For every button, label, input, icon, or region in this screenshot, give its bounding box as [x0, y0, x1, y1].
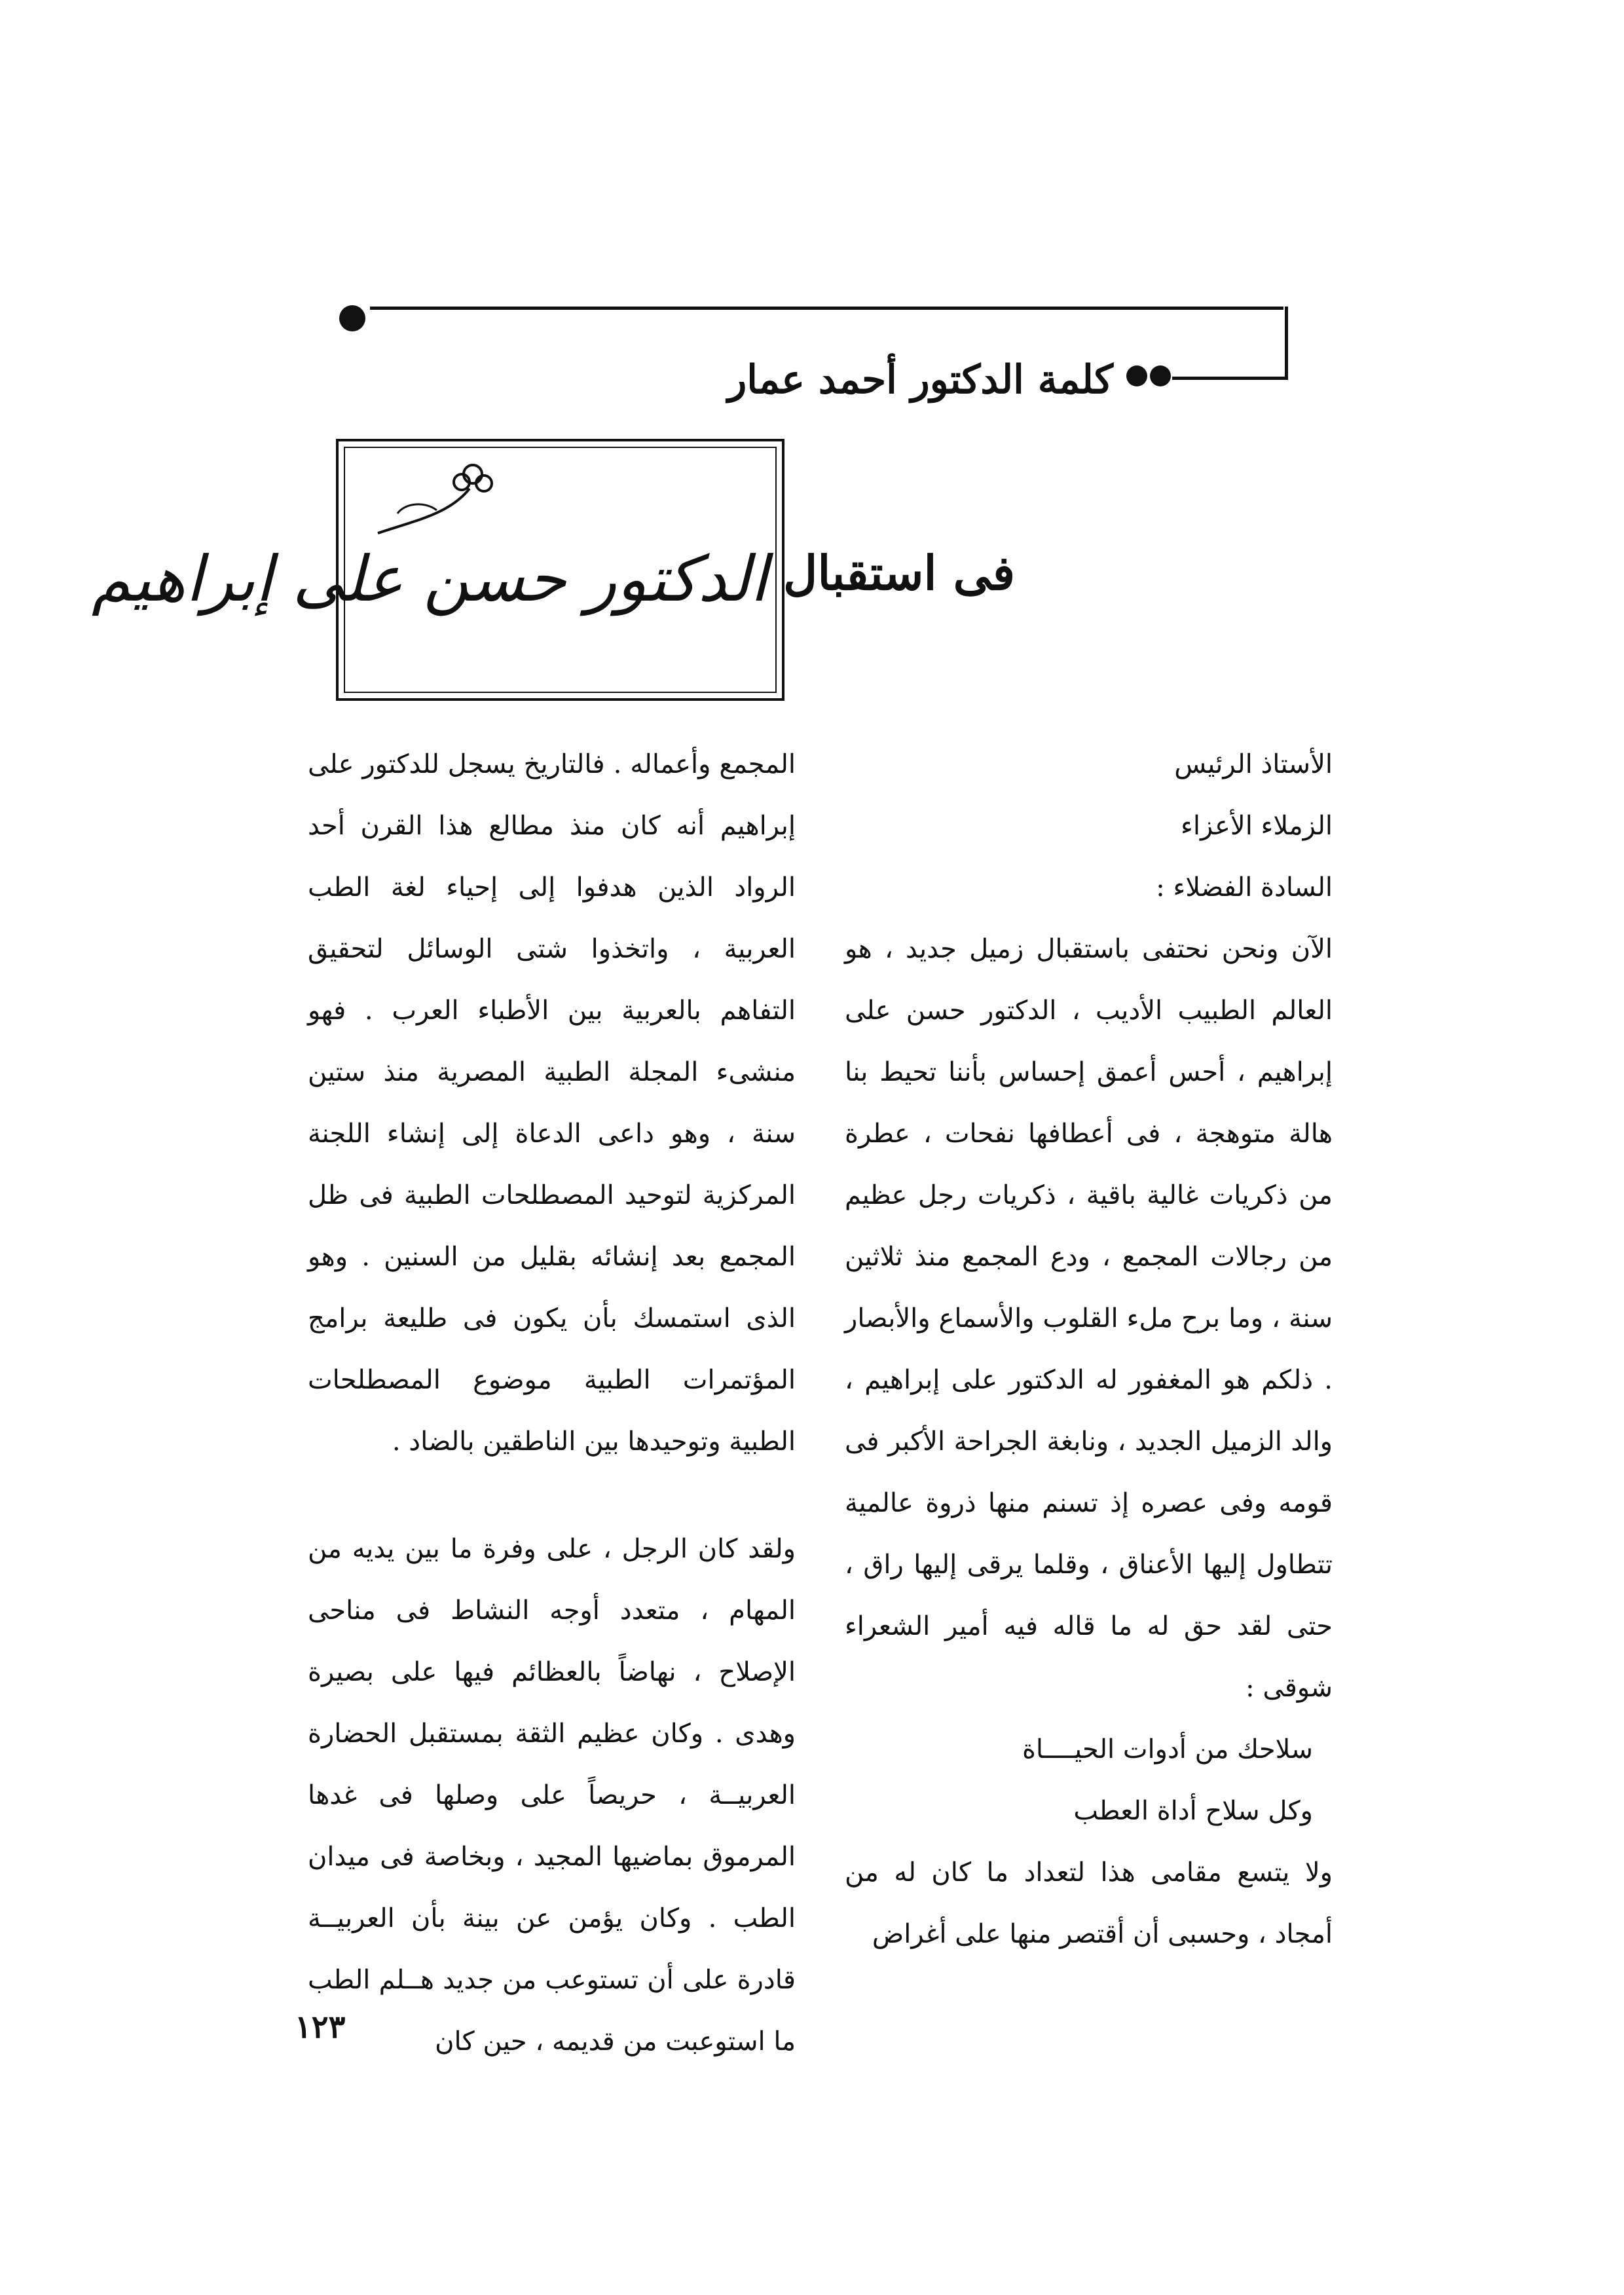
- occasion-title: فى استقبال: [783, 545, 1015, 601]
- header-rule-short: [1172, 377, 1285, 380]
- left-text-column: [308, 734, 796, 2072]
- page-number: ١٢٣: [295, 2009, 346, 2045]
- header-rule-top: [370, 307, 1283, 310]
- body-paragraph: ولا يتسع مقامى هذا لتعداد ما كان له من أمجاد ، وحسبى أن أقتصر منها على أغراض: [845, 1857, 1333, 1949]
- poem-verse-line: وكل سلاح أداة العطب: [1073, 1796, 1313, 1826]
- header-double-dot-ornament: [1126, 365, 1172, 388]
- body-paragraph: المجمع وأعماله . فالتاريخ يسجل للدكتور على إبراهيم أنه كان منذ مطالع هذا القرن أحد الرواد الذين هدفوا إلى إحياء لغة الطب العربية ، واتخذوا شتى الوسائل لتحقيق التفاهم بالعربية بين الأطباء العرب . فهو منشىء المجلة الطبية المصرية منذ ستين سنة ، وهو داعى الدعاة إلى إنشاء اللجنة المركزية لتوحيد المصطلحات الطبية فى ظل المجمع بعد إنشائه بقليل من السنين . وهو الذى استمسك بأن يكون فى طليعة برامج المؤتمرات الطبية موضوع المصطلحات الطبية وتوحيدها بين الناطقين بالضاد .: [308, 749, 796, 1457]
- speaker-title: كلمة الدكتور أحمد عمار: [728, 357, 1113, 403]
- body-paragraph: ولقد كان الرجل ، على وفرة ما بين يديه من المهام ، متعدد أوجه النشاط فى مناحى الإصلاح ، نهاضاً بالعظائم فيها على بصيرة وهدى . وكان عظيم الثقة بمستقبل الحضارة العربيــة ، حريصاً على وصلها فى غدها المرموق بماضيها المجيد ، وبخاصة فى ميدان الطب . وكان يؤمن عن بينة بأن العربيــة قادرة على أن تستوعب من جديد هــلم الطب ما استوعبت من قديمه ، حين كان: [308, 1534, 796, 2057]
- salutation-colleagues: الزملاء الأعزاء: [1181, 811, 1333, 841]
- right-text-column: [845, 734, 1333, 1965]
- salutation-president: الأستاذ الرئيس: [1174, 749, 1333, 779]
- salutation-gentlemen: السادة الفضلاء :: [1156, 872, 1333, 903]
- honoree-name-box: [91, 439, 784, 701]
- poem-verse-line: سلاحك من أدوات الحيــــاة: [1022, 1734, 1313, 1764]
- header-dot-ornament: [339, 305, 365, 331]
- header-rule-vertical: [1285, 307, 1288, 380]
- honoree-name-calligraphy: الدكتور حسن على إبراهيم: [91, 542, 767, 616]
- body-paragraph: الآن ونحن نحتفى باستقبال زميل جديد ، هو العالم الطبيب الأديب ، الدكتور حسن على إبراهيم ، أحس أعمق إحساس بأننا تحيط بنا هالة متوهجة ، فى أعطافها نفحات ، عطرة من ذكريات غالية باقية ، ذكريات رجل عظيم من رجالات المجمع ، ودع المجمع منذ ثلاثين سنة ، وما برح ملء القلوب والأسماع والأبصار . ذلكم هو المغفور له الدكتور على إبراهيم ، والد الزميل الجديد ، ونابغة الجراحة الأكبر فى قومه وفى عصره إذ تسنم منها ذروة عالمية تتطاول إليها الأعناق ، وقلما يرقى إليها راق ، حتى لقد حق له ما قاله فيه أمير الشعراء شوقى :: [845, 934, 1333, 1703]
